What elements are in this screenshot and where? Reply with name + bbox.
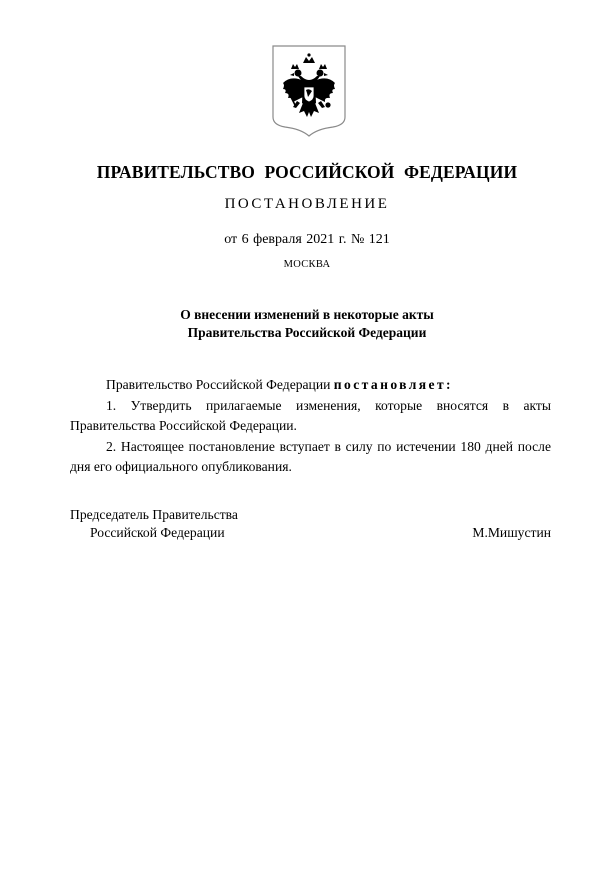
document-title-line2: Правительства Российской Федерации (187, 325, 427, 340)
coat-of-arms-icon (271, 45, 347, 137)
preamble-resolves: постановляет: (333, 377, 453, 392)
signature-title-line2: Российской Федерации (90, 525, 225, 540)
item-1: 1. Утвердить прилагаемые изменения, которые вносятся в акты Правительства Российской Федерации. (70, 397, 551, 433)
preamble-lead: Правительство Российской Федерации (106, 377, 334, 392)
signer-name: М.Мишустин (472, 525, 551, 540)
signature-title-line1: Председатель Правительства (70, 507, 238, 522)
signature-title (70, 506, 238, 542)
item-2: 2. Настоящее постановление вступает в силу по истечении 180 дней после дня его официального опубликования. (70, 438, 551, 474)
document-date-number: от 6 февраля 2021 г. № 121 (224, 232, 390, 247)
document-title (0, 306, 614, 342)
document-body (70, 375, 551, 478)
document-type: ПОСТАНОВЛЕНИЕ (224, 196, 390, 212)
preamble (70, 375, 551, 396)
document-title-line1: О внесении изменений в некоторые акты (180, 307, 434, 322)
document-city: МОСКВА (283, 259, 331, 270)
government-name: ПРАВИТЕЛЬСТВО РОССИЙСКОЙ ФЕДЕРАЦИИ (96, 162, 518, 182)
